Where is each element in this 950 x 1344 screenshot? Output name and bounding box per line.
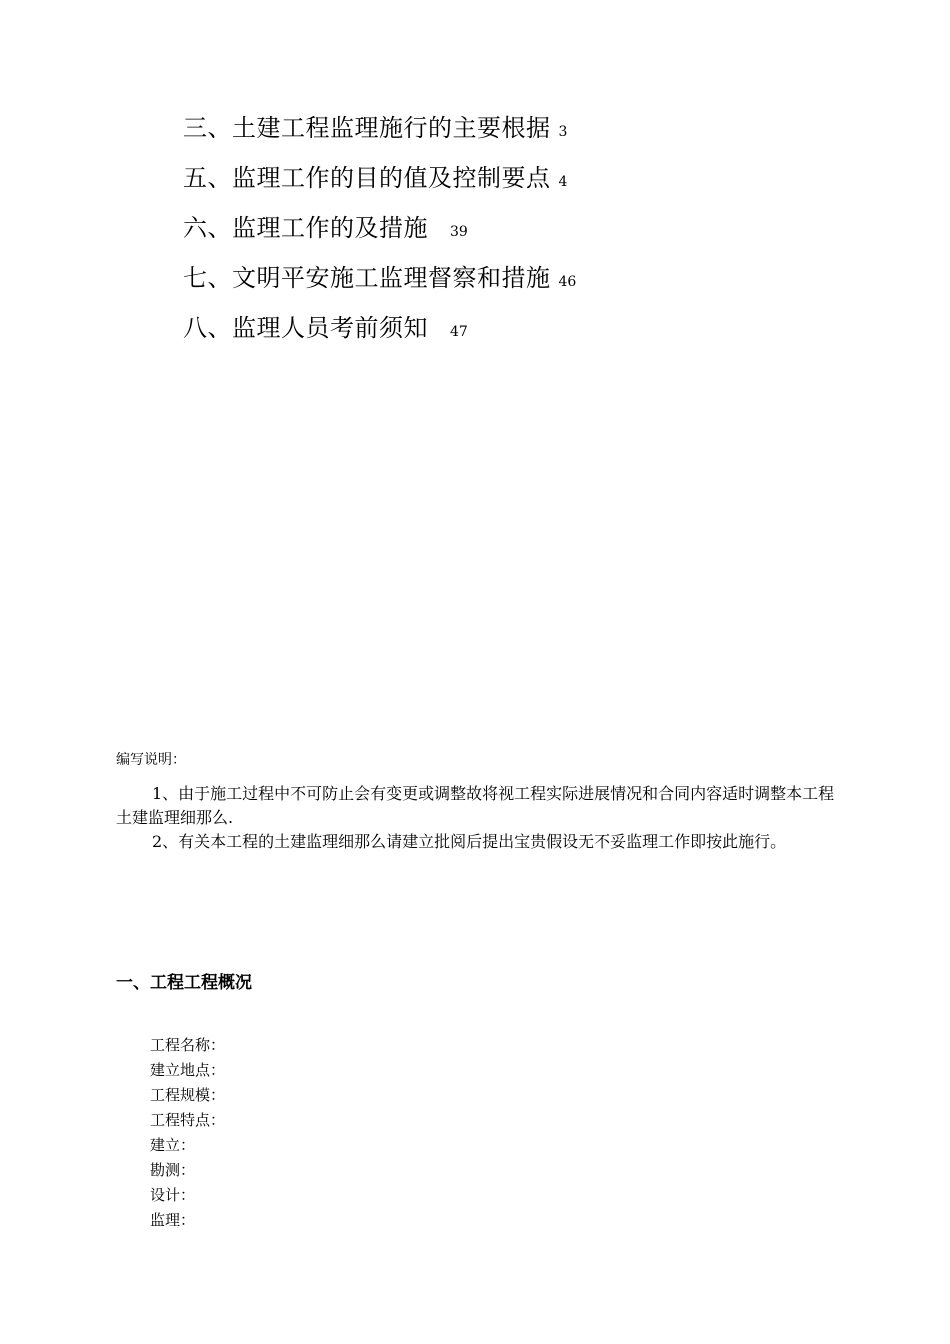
- section-title: 一、工程工程概况: [116, 973, 252, 993]
- toc-entry-title: 五、监理工作的目的值及控制要点: [183, 164, 551, 192]
- info-field-label: 工程名称：: [150, 1036, 226, 1054]
- info-field-label: 工程特点：: [150, 1111, 226, 1129]
- project-info-list: [150, 1033, 225, 1233]
- table-of-contents: [183, 108, 783, 358]
- info-field-label: 监理：: [150, 1211, 196, 1229]
- note-item: 2、有关本工程的土建监理细那么请建立批阅后提出宝贵假设无不妥监理工作即按此施行。: [152, 832, 787, 851]
- toc-entry-title: 三、土建工程监理施行的主要根据: [183, 114, 551, 142]
- info-field-label: 建立：: [150, 1136, 196, 1154]
- toc-entry-page: 46: [558, 274, 577, 290]
- info-field-label: 工程规模：: [150, 1086, 226, 1104]
- toc-entry-title: 六、监理工作的及措施: [183, 214, 428, 242]
- toc-entry: [183, 208, 783, 258]
- info-field-label: 设计：: [150, 1186, 196, 1204]
- toc-entry-page: 47: [450, 324, 468, 340]
- notes-heading: 编写说明：: [116, 752, 186, 768]
- toc-entry-page: 4: [558, 174, 568, 190]
- toc-entry: [183, 158, 783, 208]
- info-field-label: 勘测：: [150, 1161, 196, 1179]
- note-item: 1、由于施工过程中不可防止会有变更或调整故将视工程实际进展情况和合同内容适时调整本工程土建监理细那么.: [116, 784, 835, 827]
- writing-notes: [116, 748, 840, 854]
- toc-entry-title: 七、文明平安施工监理督察和措施: [183, 264, 551, 292]
- toc-entry-title: 八、监理人员考前须知: [183, 314, 428, 342]
- toc-entry-page: 39: [450, 224, 468, 240]
- toc-entry: [183, 258, 783, 308]
- info-field-label: 建立地点：: [150, 1061, 226, 1079]
- toc-entry: [183, 108, 783, 158]
- toc-entry: [183, 308, 783, 358]
- toc-entry-page: 3: [558, 124, 568, 140]
